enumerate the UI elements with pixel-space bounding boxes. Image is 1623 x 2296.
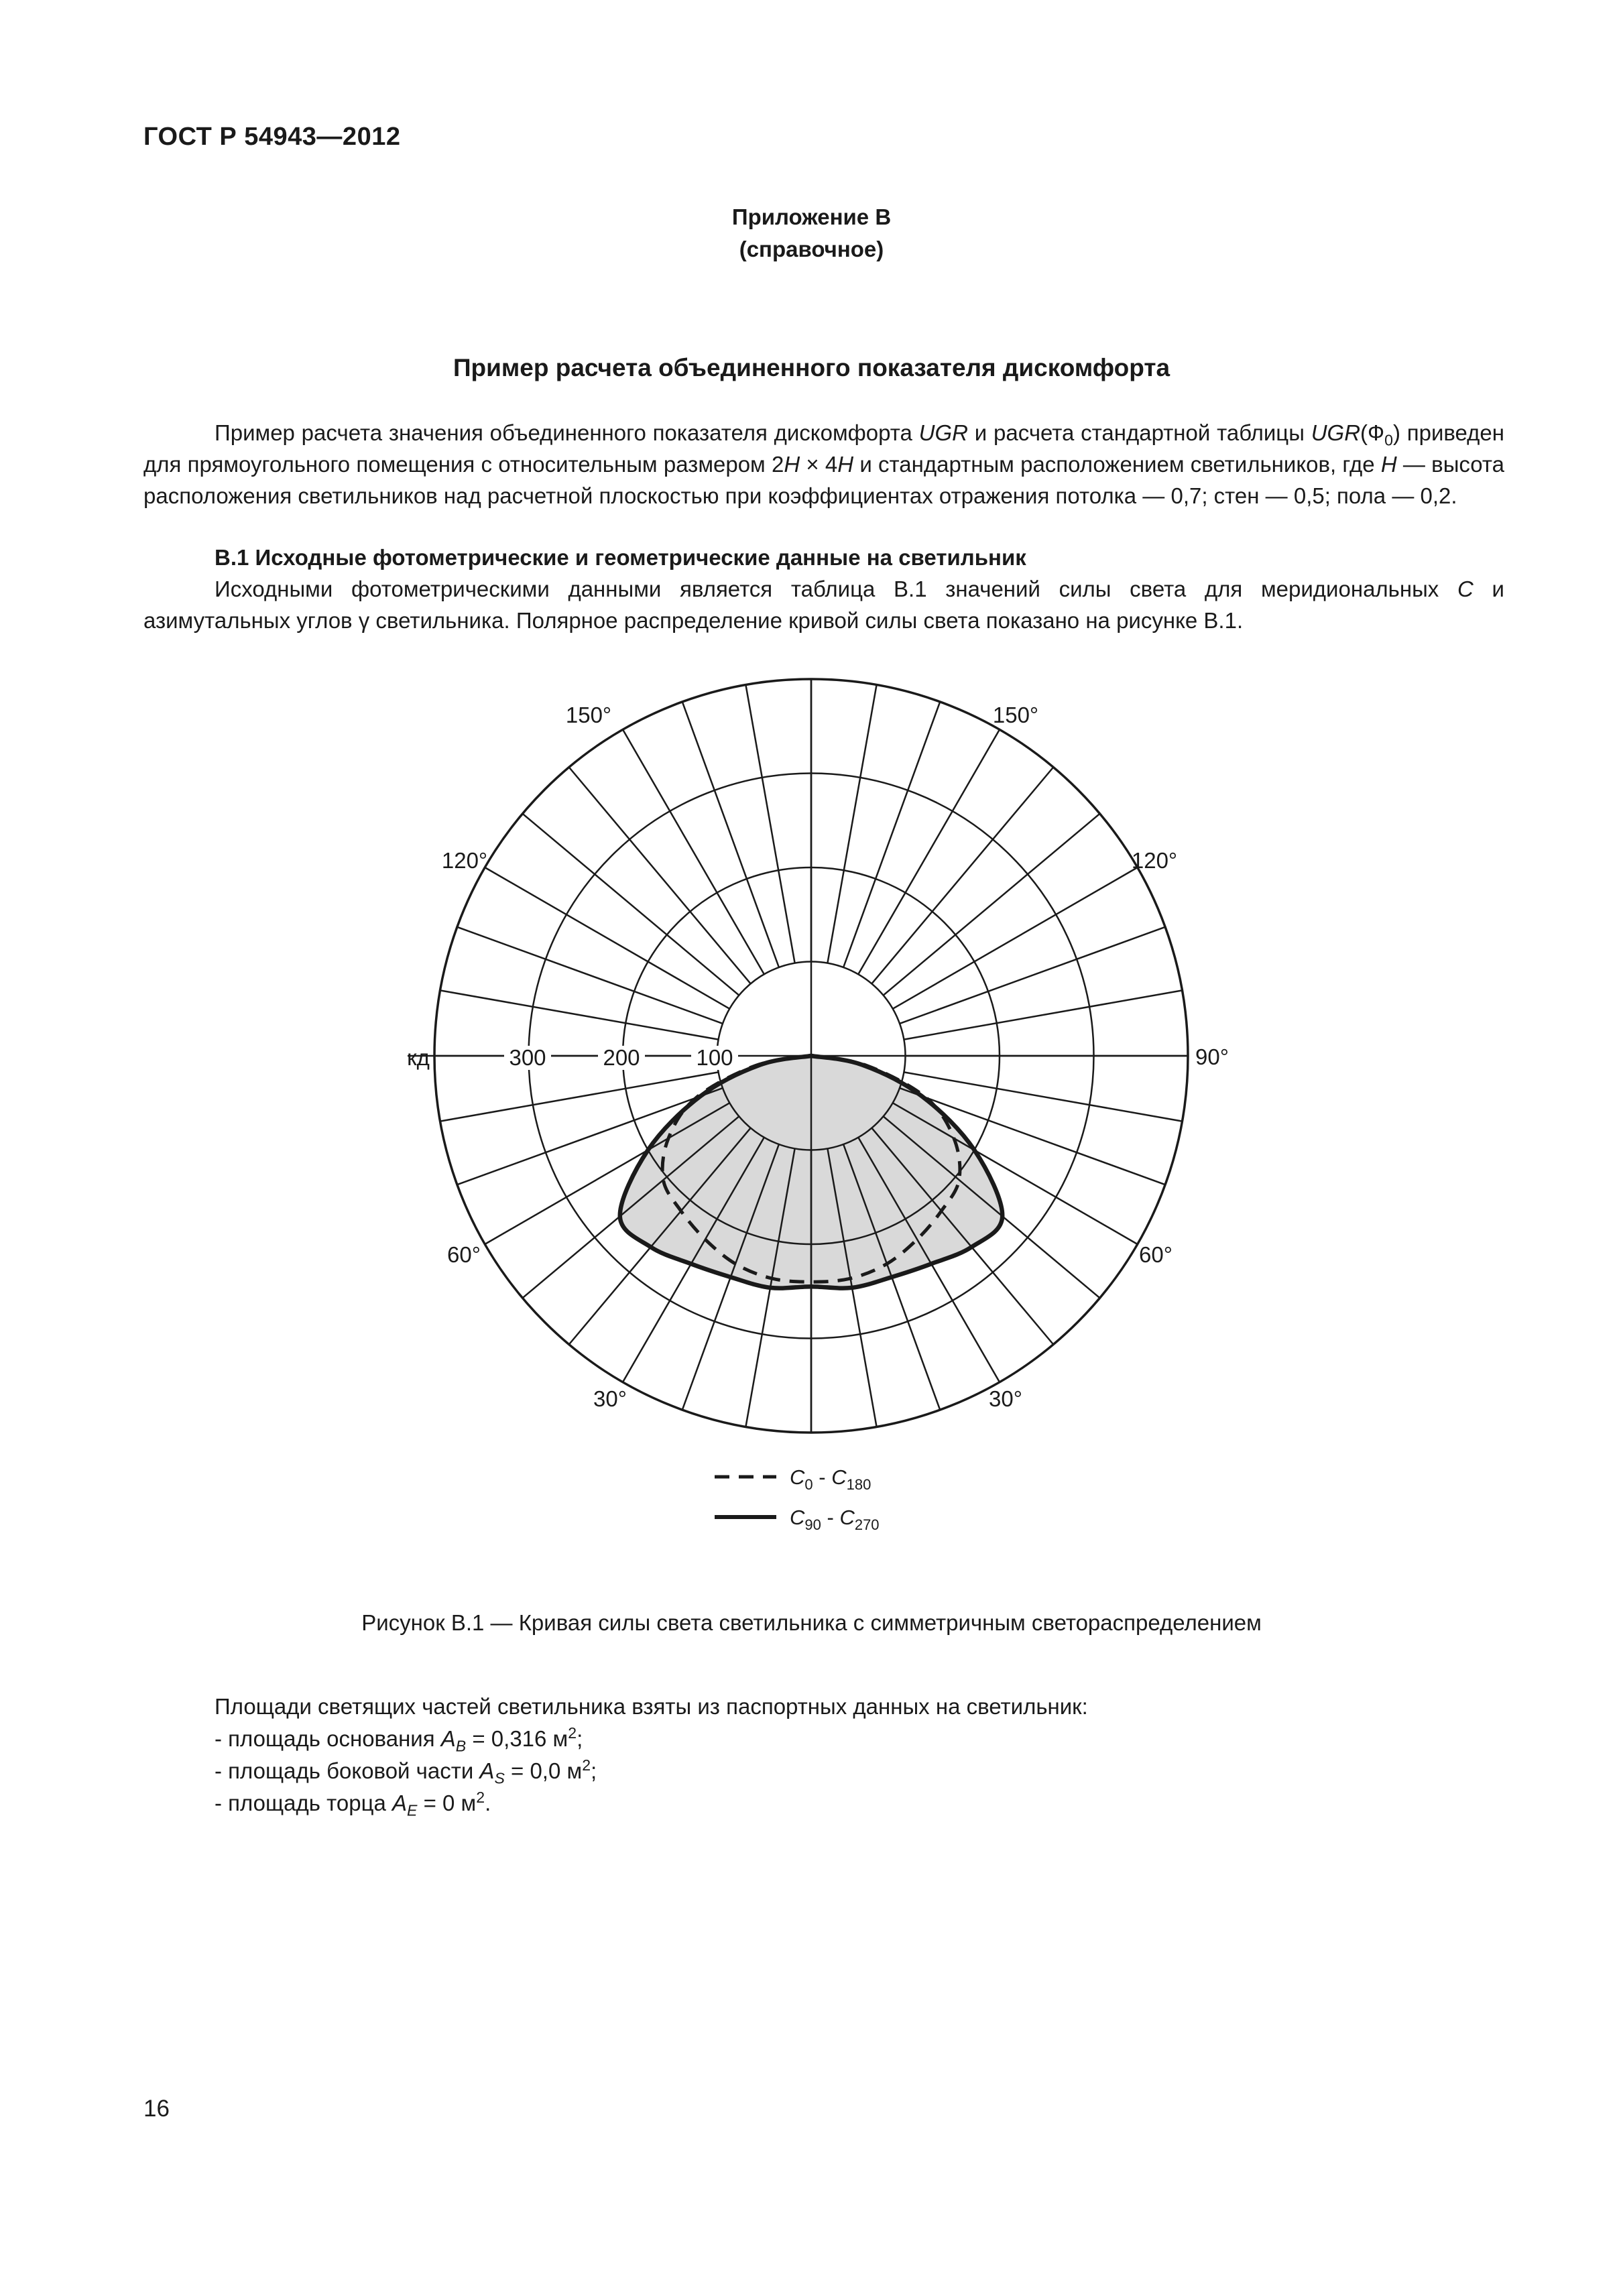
area-end: - площадь торца $A_E = 0$ $м^2$. bbox=[215, 1789, 491, 1819]
section-title: Пример расчета объединенного показателя дискомфорта bbox=[453, 354, 1170, 381]
angle-label-150-right: 150° bbox=[992, 703, 1039, 727]
angle-label-120-left: 120° bbox=[441, 848, 488, 873]
radial-label-300: 300 bbox=[509, 1045, 546, 1070]
unit-label: кд bbox=[407, 1045, 430, 1070]
paragraph-photometric: Исходными фотометрическими данными является таблица В.1 значений силы света для меридиональных C и азимутальных углов γ светильника. Полярное распределение кривой силы света показано на рисунке В.1. bbox=[143, 577, 1504, 633]
angle-label-150-left: 150° bbox=[565, 703, 612, 727]
appendix-title: Приложение В bbox=[731, 204, 892, 229]
angle-label-60-right: 60° bbox=[1139, 1242, 1173, 1267]
radial-line bbox=[843, 702, 940, 967]
angle-label-60-left: 60° bbox=[447, 1242, 481, 1267]
radial-line bbox=[827, 685, 876, 963]
angle-label-90: 90° bbox=[1195, 1044, 1229, 1069]
areas-intro: Площади светящих частей светильника взяты из паспортных данных на светильник: bbox=[215, 1694, 1088, 1719]
radial-line bbox=[745, 685, 794, 963]
legend-c0-c180: $C_0 - C_{180}$ bbox=[790, 1465, 871, 1493]
radial-line bbox=[440, 990, 719, 1039]
areas-block bbox=[215, 1691, 1088, 1819]
paragraph-intro: Пример расчета значения объединенного показателя дискомфорта UGR и расчета стандартной таблицы $UGR(Ф_0)$ приведен для прямоугольного помещения с относительным размером 2H × 4H и стандартным расположением светильников, где H — высота расположения светильников над расчетной плоскостью при коэффициентах отражения потолка — 0,7; стен — 0,5; пола — 0,2. bbox=[143, 420, 1505, 508]
radial-line bbox=[682, 702, 779, 967]
radial-line bbox=[623, 729, 764, 974]
radial-labels bbox=[407, 1045, 738, 1070]
legend-c90-c270: $C_{90} - C_{270}$ bbox=[790, 1506, 880, 1533]
radial-label-200: 200 bbox=[603, 1045, 640, 1070]
radial-line bbox=[893, 867, 1138, 1009]
radial-line bbox=[900, 927, 1165, 1024]
area-base: - площадь основания $A_B = 0,316$ $м^2$; bbox=[215, 1724, 583, 1755]
area-side: - площадь боковой части $A_S = 0,0$ $м^2$; bbox=[215, 1756, 597, 1787]
radial-line bbox=[904, 990, 1182, 1039]
angle-label-120-right: 120° bbox=[1131, 848, 1178, 873]
figure-caption: Рисунок В.1 — Кривая силы света светильника с симметричным светораспределением bbox=[361, 1610, 1262, 1635]
page-number: 16 bbox=[143, 2096, 170, 2122]
appendix-note: (справочное) bbox=[739, 237, 884, 261]
document-code: ГОСТ Р 54943—2012 bbox=[143, 123, 401, 151]
polar-intensity-chart bbox=[0, 657, 1623, 1549]
legend bbox=[715, 1465, 880, 1533]
radial-line bbox=[858, 729, 1000, 974]
radial-label-100: 100 bbox=[696, 1045, 733, 1070]
radial-line bbox=[457, 927, 723, 1024]
angle-label-30-right: 30° bbox=[989, 1386, 1022, 1411]
subsection-title: В.1 Исходные фотометрические и геометрические данные на светильник bbox=[215, 545, 1026, 570]
angle-label-30-left: 30° bbox=[593, 1386, 627, 1411]
radial-line bbox=[485, 867, 729, 1009]
